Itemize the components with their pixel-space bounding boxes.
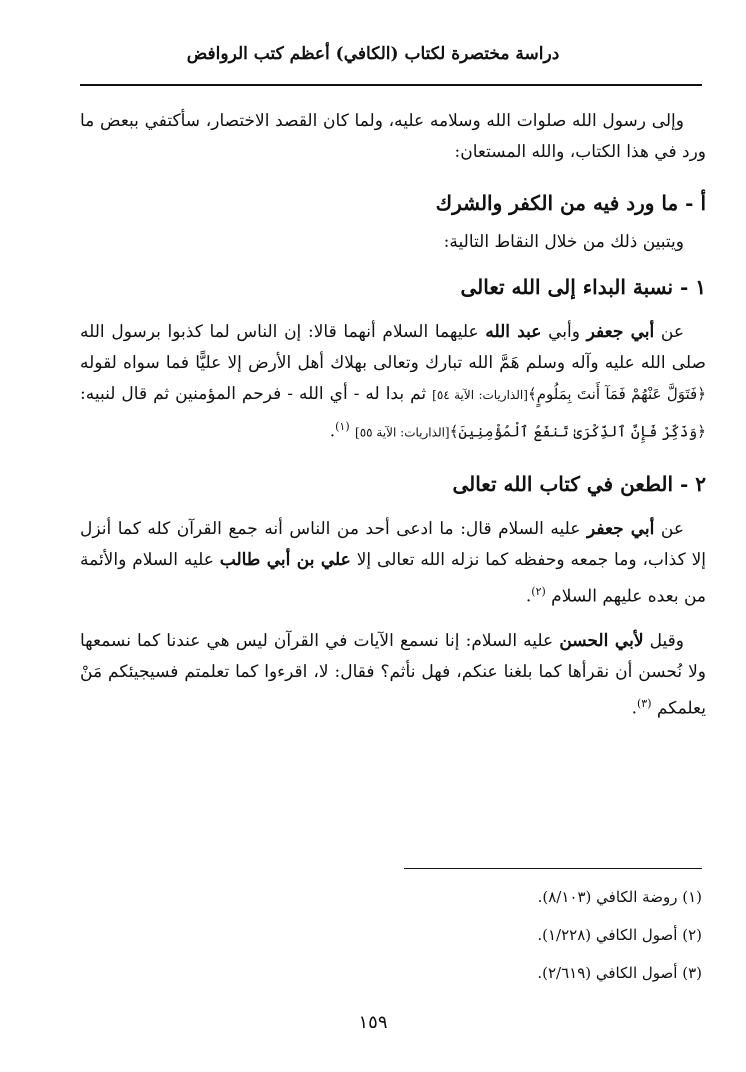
text-run: عن: [654, 322, 684, 342]
footnote-marker[interactable]: (١): [335, 420, 350, 433]
footnote-marker[interactable]: (٣): [636, 697, 652, 711]
narrator-name: عبد الله: [485, 322, 542, 342]
intro-paragraph: [80, 106, 706, 168]
text-run: .: [631, 698, 637, 719]
person-name: علي بن أبي طالب: [219, 549, 351, 570]
text-run: عليهما السلام أنهما قالا: إن الناس لما كذبوا برسول الله صلى الله عليه وآله وسلم هَمَّ الله تبارك وتعالى بهلاك أهل الأرض إلا عليًّا فما سواه لقوله: [80, 322, 706, 373]
intro-line-1: وإلى رسول الله صلوات الله وسلامه عليه، ولما كان القصد الاختصار، سأكتفي: [144, 111, 684, 131]
body-text: [80, 106, 706, 725]
text-run: .: [525, 586, 532, 607]
point-2-paragraph: [80, 514, 706, 613]
spacer: [80, 612, 706, 626]
footnote-2: (٢) أصول الكافي (١/٢٢٨).: [537, 926, 702, 944]
text-run: عليه السلام والأئمة من بعده عليهم السلام: [80, 549, 706, 607]
spacer: [80, 219, 706, 227]
spacer: [80, 500, 706, 514]
verse-reference: [الذاريات: الآية ٥٥]: [355, 425, 450, 440]
text-run: وقيل: [643, 631, 684, 652]
footnote-3: (٣) أصول الكافي (٢/٦١٩).: [537, 964, 702, 982]
intro-line-2: ببعض ما ورد في هذا الكتاب، والله المستعان:: [80, 111, 706, 162]
footnotes: [80, 878, 702, 992]
point-1-heading: ١ - نسبة البداء إلى الله تعالى: [460, 275, 706, 299]
text-run: ثم بدا له - أي الله - فرحم المؤمنين ثم قال لنبيه:: [80, 384, 433, 404]
text-run: عليه السلام: إنا نسمع الآيات في القرآن ليس هي عندنا كما نسمعها ولا نُحسن أن نقرأها كما بلغنا عنكم، فهل نأثم؟ فقال: لا، اقرءوا كما تعلمتم فسيجيئكم مَنْ يعلمكم: [80, 631, 706, 719]
paragraph-3: [80, 626, 706, 725]
narrator-name: أبي جعفر: [586, 518, 655, 539]
verse-reference: [الذاريات: الآية ٥٤]: [432, 388, 528, 402]
point-1-paragraph: [80, 317, 706, 449]
quran-verse: ﴿وَذَكِّرْ فَإِنَّ ٱلذِّكْرَىٰ تَنفَعُ ٱلْمُؤْمِنِينَ﴾: [449, 422, 706, 441]
section-a-heading: أ - ما ورد فيه من الكفر والشرك: [435, 191, 706, 215]
footnote-rule: [404, 868, 702, 869]
footnote-marker[interactable]: (٢): [531, 584, 546, 598]
text-run: عليه السلام قال: ما ادعى أحد من الناس أنه جمع القرآن كله كما أنزل إلا كذاب، وما جمعه وحفظه كما نزله الله تعالى إلا: [80, 518, 706, 570]
header-rule: [80, 84, 702, 86]
text-run: .: [329, 421, 336, 442]
spacer: [80, 258, 706, 272]
text-run: عن: [654, 518, 684, 539]
narrator-name: أبي جعفر: [586, 322, 655, 342]
point-2-heading: ٢ - الطعن في كتاب الله تعالى: [452, 471, 706, 496]
running-header: دراسة مختصرة لكتاب (الكافي) أعظم كتب الروافض: [186, 44, 560, 64]
spacer: [80, 168, 706, 188]
page-number: ١٥٩: [358, 1012, 388, 1033]
person-name: لأبي الحسن: [559, 631, 644, 652]
quran-verse: ﴿فَتَوَلَّ عَنْهُمْ فَمَآ أَنتَ بِمَلُومٍ﴾: [527, 385, 707, 403]
spacer: [80, 303, 706, 317]
footnote-1: (١) روضة الكافي (٨/١٠٣).: [537, 888, 702, 906]
section-a-intro: ويتبين ذلك من خلال النقاط التالية:: [443, 232, 684, 252]
spacer: [80, 449, 706, 469]
text-run: وأبي: [541, 322, 587, 342]
